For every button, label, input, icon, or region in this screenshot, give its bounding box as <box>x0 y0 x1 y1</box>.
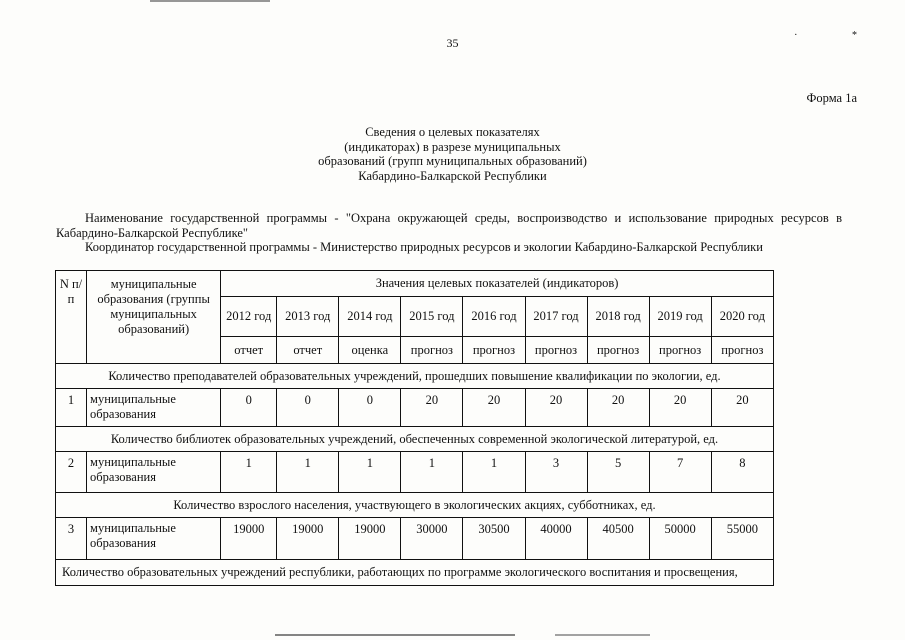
section-title: Количество преподавателей образовательных учреждений, прошедших повышение квалификации по экологии, ед. <box>56 364 774 389</box>
section-title: Количество взрослого населения, участвующего в экологических акциях, субботниках, ед. <box>56 493 774 518</box>
header-year: 2019 год <box>649 297 711 337</box>
row-municipal: муниципальные образования <box>87 452 221 493</box>
row-municipal: муниципальные образования <box>87 518 221 560</box>
header-year: 2018 год <box>587 297 649 337</box>
program-name <box>56 211 842 240</box>
program-text: Наименование государственной программы - "Охрана окружающей среды, воспроизводство и использование природных ресурсов в Кабардино-Балкарской Республике" <box>56 211 842 240</box>
header-year: 2017 год <box>525 297 587 337</box>
value-cell: 50000 <box>649 518 711 560</box>
value-cell: 1 <box>401 452 463 493</box>
scan-artifact-bottom <box>275 634 515 636</box>
value-cell: 30500 <box>463 518 525 560</box>
section-title: Количество библиотек образовательных учреждений, обеспеченных современной экологической литературой, ед. <box>56 427 774 452</box>
value-cell: 1 <box>463 452 525 493</box>
value-cell: 1 <box>339 452 401 493</box>
header-municipal: муниципальные образования (группы муниципальных образований) <box>87 271 221 364</box>
value-cell: 55000 <box>711 518 773 560</box>
value-cell: 40000 <box>525 518 587 560</box>
value-cell: 19000 <box>221 518 277 560</box>
row-municipal: муниципальные образования <box>87 389 221 427</box>
title-line: (индикаторах) в разрезе муниципальных <box>344 139 561 154</box>
header-year: 2016 год <box>463 297 525 337</box>
value-cell: 0 <box>339 389 401 427</box>
scan-artifact-top <box>150 0 270 2</box>
row-num: 2 <box>56 452 87 493</box>
scan-artifact-bottom <box>555 634 650 636</box>
form-label: Форма 1а <box>806 91 857 105</box>
section-title: Количество образовательных учреждений республики, работающих по программе экологического воспитания и просвещения, <box>56 560 774 586</box>
header-values-title: Значения целевых показателей (индикаторов) <box>221 271 774 297</box>
indicators-table-wrap <box>55 270 774 586</box>
header-type: прогноз <box>711 337 773 364</box>
title-line: образований (групп муниципальных образований) <box>318 154 587 168</box>
header-type: прогноз <box>401 337 463 364</box>
indicators-table <box>55 270 774 586</box>
title-line: Сведения о целевых показателях <box>365 125 540 139</box>
scan-marks: · * <box>794 30 883 41</box>
document-title <box>0 125 905 183</box>
header-type: прогноз <box>463 337 525 364</box>
program-coordinator: Координатор государственной программы - Министерство природных ресурсов и экологии Кабардино-Балкарской Республики <box>85 240 763 254</box>
value-cell: 8 <box>711 452 773 493</box>
value-cell: 30000 <box>401 518 463 560</box>
header-year: 2015 год <box>401 297 463 337</box>
header-year: 2012 год <box>221 297 277 337</box>
value-cell: 20 <box>525 389 587 427</box>
value-cell: 1 <box>277 452 339 493</box>
page-number: 35 <box>446 36 459 50</box>
header-type: оценка <box>339 337 401 364</box>
header-type: прогноз <box>587 337 649 364</box>
row-num: 3 <box>56 518 87 560</box>
value-cell: 7 <box>649 452 711 493</box>
value-cell: 20 <box>401 389 463 427</box>
header-type: прогноз <box>649 337 711 364</box>
value-cell: 19000 <box>277 518 339 560</box>
value-cell: 5 <box>587 452 649 493</box>
value-cell: 0 <box>221 389 277 427</box>
value-cell: 19000 <box>339 518 401 560</box>
value-cell: 3 <box>525 452 587 493</box>
value-cell: 20 <box>463 389 525 427</box>
header-year: 2013 год <box>277 297 339 337</box>
header-year: 2020 год <box>711 297 773 337</box>
value-cell: 20 <box>587 389 649 427</box>
value-cell: 1 <box>221 452 277 493</box>
header-type: отчет <box>277 337 339 364</box>
value-cell: 20 <box>649 389 711 427</box>
value-cell: 20 <box>711 389 773 427</box>
header-year: 2014 год <box>339 297 401 337</box>
title-line: Кабардино-Балкарской Республики <box>358 168 547 183</box>
value-cell: 40500 <box>587 518 649 560</box>
header-type: прогноз <box>525 337 587 364</box>
row-num: 1 <box>56 389 87 427</box>
header-type: отчет <box>221 337 277 364</box>
value-cell: 0 <box>277 389 339 427</box>
header-num: N п/п <box>56 271 87 364</box>
